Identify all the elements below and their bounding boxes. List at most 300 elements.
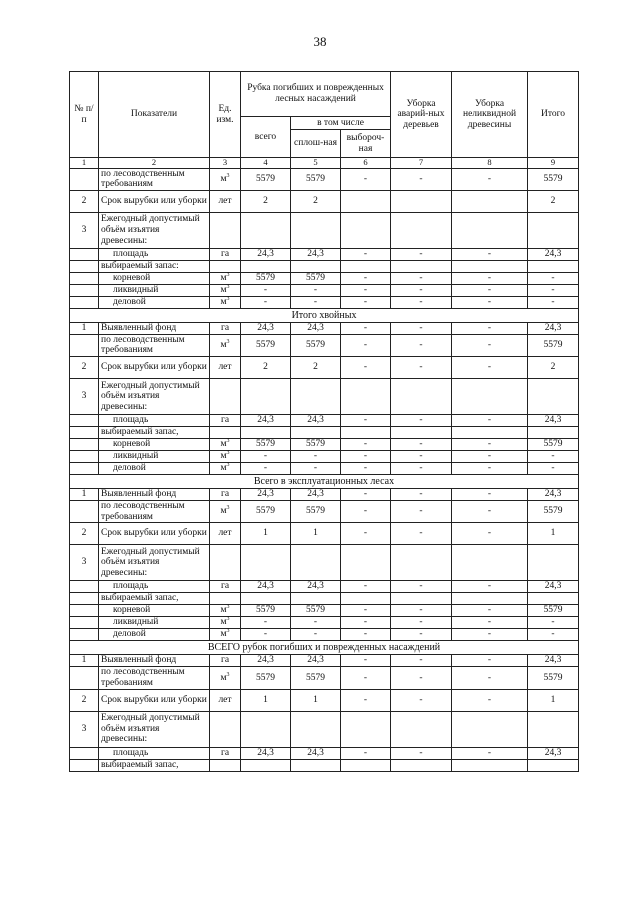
column-number: 2: [99, 158, 210, 169]
table-row: [70, 629, 579, 641]
row-value: -: [241, 629, 291, 641]
row-number: [70, 605, 99, 617]
row-value: 24,3: [241, 415, 291, 427]
row-number: 3: [70, 379, 99, 415]
row-value: 1: [528, 523, 579, 545]
row-unit: га: [210, 489, 241, 501]
row-value: -: [391, 248, 452, 260]
row-value: 24,3: [241, 581, 291, 593]
row-unit: $м^3$: [210, 334, 241, 356]
table-row: [70, 523, 579, 545]
row-value: 24,3: [528, 655, 579, 667]
row-value: -: [391, 605, 452, 617]
row-number: 1: [70, 322, 99, 334]
row-unit: $м^3$: [210, 501, 241, 523]
row-number: [70, 451, 99, 463]
table-row: [70, 667, 579, 689]
row-value: -: [391, 296, 452, 308]
row-label: Срок вырубки или уборки: [99, 689, 210, 711]
row-value: -: [341, 747, 391, 759]
row-unit: [210, 379, 241, 415]
table-row: [70, 260, 579, 272]
row-unit: $м^3$: [210, 605, 241, 617]
row-number: [70, 168, 99, 190]
row-number: 3: [70, 545, 99, 581]
row-value: [452, 190, 528, 212]
row-value: 24,3: [528, 489, 579, 501]
row-value: [241, 711, 291, 747]
row-value: 5579: [291, 272, 341, 284]
table-row: [70, 581, 579, 593]
row-number: [70, 747, 99, 759]
table-row: [70, 759, 579, 771]
row-value: [528, 427, 579, 439]
row-value: [452, 711, 528, 747]
row-label: Ежегодный допустимый объём изъятия древесины:: [99, 379, 210, 415]
row-value: [452, 427, 528, 439]
row-value: -: [391, 617, 452, 629]
row-label: площадь: [99, 581, 210, 593]
row-label: корневой: [99, 439, 210, 451]
row-number: [70, 501, 99, 523]
row-number: [70, 415, 99, 427]
row-value: [291, 212, 341, 248]
row-value: -: [391, 747, 452, 759]
row-value: [528, 379, 579, 415]
row-value: [391, 711, 452, 747]
row-value: -: [341, 523, 391, 545]
row-value: -: [391, 415, 452, 427]
row-number: [70, 260, 99, 272]
row-value: 1: [241, 523, 291, 545]
row-value: 24,3: [291, 489, 341, 501]
row-value: [528, 593, 579, 605]
row-label: ликвидный: [99, 451, 210, 463]
row-label: корневой: [99, 605, 210, 617]
row-value: 24,3: [528, 415, 579, 427]
row-value: 24,3: [291, 248, 341, 260]
row-value: -: [291, 463, 341, 475]
header-clear: сплош-ная: [291, 130, 341, 158]
row-value: [341, 545, 391, 581]
row-unit: [210, 212, 241, 248]
table-row: [70, 655, 579, 667]
row-number: [70, 463, 99, 475]
column-number: 8: [452, 158, 528, 169]
section-title-row: [70, 475, 579, 489]
row-value: [341, 212, 391, 248]
section-title: Всего в эксплуатационных лесах: [70, 475, 579, 489]
column-number: 3: [210, 158, 241, 169]
row-value: -: [452, 463, 528, 475]
row-value: 24,3: [528, 248, 579, 260]
row-value: 5579: [241, 168, 291, 190]
row-value: 2: [291, 190, 341, 212]
row-value: -: [341, 334, 391, 356]
row-value: -: [391, 523, 452, 545]
row-value: [391, 593, 452, 605]
row-value: -: [452, 439, 528, 451]
row-value: -: [528, 629, 579, 641]
row-value: 2: [241, 190, 291, 212]
table-row: [70, 605, 579, 617]
row-unit: $м^3$: [210, 272, 241, 284]
row-value: [241, 759, 291, 771]
row-value: -: [452, 667, 528, 689]
row-value: -: [241, 284, 291, 296]
row-value: -: [341, 284, 391, 296]
column-number: 7: [391, 158, 452, 169]
row-value: 5579: [528, 334, 579, 356]
table-row: [70, 379, 579, 415]
row-value: -: [241, 296, 291, 308]
row-value: [291, 260, 341, 272]
row-value: 2: [528, 190, 579, 212]
row-number: [70, 439, 99, 451]
row-value: -: [391, 629, 452, 641]
row-unit: лет: [210, 689, 241, 711]
table-row: [70, 711, 579, 747]
row-label: деловой: [99, 296, 210, 308]
row-value: -: [341, 463, 391, 475]
row-unit: [210, 427, 241, 439]
row-value: -: [291, 629, 341, 641]
row-unit: га: [210, 655, 241, 667]
header-selective: выбороч-ная: [341, 130, 391, 158]
row-value: [391, 427, 452, 439]
row-number: 1: [70, 489, 99, 501]
row-value: [241, 212, 291, 248]
row-value: 24,3: [241, 322, 291, 334]
row-value: [391, 260, 452, 272]
row-value: -: [452, 747, 528, 759]
row-label: ликвидный: [99, 617, 210, 629]
row-value: 24,3: [528, 747, 579, 759]
row-number: [70, 272, 99, 284]
row-number: [70, 617, 99, 629]
table-row: [70, 489, 579, 501]
row-value: -: [341, 689, 391, 711]
row-unit: [210, 260, 241, 272]
row-value: 24,3: [241, 489, 291, 501]
row-value: -: [452, 501, 528, 523]
column-number: 9: [528, 158, 579, 169]
row-value: -: [452, 168, 528, 190]
header-illiquid: Уборка неликвидной древесины: [452, 72, 528, 158]
row-value: 1: [291, 689, 341, 711]
row-value: 5579: [291, 501, 341, 523]
row-value: -: [391, 168, 452, 190]
row-value: -: [391, 689, 452, 711]
row-number: [70, 334, 99, 356]
row-value: -: [528, 296, 579, 308]
header-unit: Ед. изм.: [210, 72, 241, 158]
table-row: [70, 248, 579, 260]
row-label: по лесоводственным требованиям: [99, 168, 210, 190]
row-value: [241, 427, 291, 439]
row-value: 5579: [291, 667, 341, 689]
row-value: [528, 759, 579, 771]
row-label: по лесоводственным требованиям: [99, 334, 210, 356]
row-value: 24,3: [528, 322, 579, 334]
row-label: Срок вырубки или уборки: [99, 357, 210, 379]
column-number: 6: [341, 158, 391, 169]
row-value: [241, 379, 291, 415]
row-number: [70, 427, 99, 439]
row-value: -: [452, 415, 528, 427]
row-value: [528, 545, 579, 581]
row-value: -: [391, 489, 452, 501]
row-unit: $м^3$: [210, 284, 241, 296]
row-value: -: [291, 296, 341, 308]
row-value: [291, 545, 341, 581]
row-value: -: [341, 501, 391, 523]
row-value: 5579: [241, 605, 291, 617]
row-unit: $м^3$: [210, 463, 241, 475]
row-value: [341, 427, 391, 439]
row-value: -: [452, 248, 528, 260]
table-row: [70, 451, 579, 463]
row-label: Выявленный фонд: [99, 322, 210, 334]
row-unit: $м^3$: [210, 617, 241, 629]
row-value: -: [452, 629, 528, 641]
row-label: выбираемый запас,: [99, 427, 210, 439]
row-value: -: [291, 284, 341, 296]
row-value: -: [391, 272, 452, 284]
row-value: -: [341, 605, 391, 617]
row-value: [528, 212, 579, 248]
row-value: 5579: [528, 605, 579, 617]
row-value: -: [528, 272, 579, 284]
row-value: -: [341, 322, 391, 334]
row-value: -: [341, 415, 391, 427]
row-value: [291, 379, 341, 415]
row-value: -: [341, 617, 391, 629]
row-value: 5579: [241, 667, 291, 689]
header-total-felling: всего: [241, 117, 291, 158]
row-value: -: [452, 689, 528, 711]
row-value: -: [391, 357, 452, 379]
header-indicator: Показатели: [99, 72, 210, 158]
row-value: -: [341, 667, 391, 689]
row-number: [70, 284, 99, 296]
row-label: по лесоводственным требованиям: [99, 501, 210, 523]
row-unit: га: [210, 747, 241, 759]
row-value: -: [391, 451, 452, 463]
row-label: выбираемый запас,: [99, 593, 210, 605]
row-value: -: [452, 296, 528, 308]
row-unit: $м^3$: [210, 296, 241, 308]
section-title-row: [70, 308, 579, 322]
section-title: Итого хвойных: [70, 308, 579, 322]
row-value: [452, 260, 528, 272]
row-value: -: [452, 605, 528, 617]
row-number: 2: [70, 523, 99, 545]
row-value: [391, 212, 452, 248]
row-value: -: [528, 451, 579, 463]
row-value: [341, 759, 391, 771]
table-row: [70, 190, 579, 212]
row-unit: $м^3$: [210, 439, 241, 451]
row-value: 2: [291, 357, 341, 379]
row-unit: га: [210, 415, 241, 427]
row-value: [291, 711, 341, 747]
row-value: -: [341, 629, 391, 641]
section-title: ВСЕГО рубок погибших и поврежденных насаждений: [70, 641, 579, 655]
table-row: [70, 593, 579, 605]
row-value: [391, 545, 452, 581]
row-value: [452, 593, 528, 605]
row-value: -: [291, 451, 341, 463]
row-unit: лет: [210, 357, 241, 379]
row-value: -: [528, 463, 579, 475]
row-label: площадь: [99, 248, 210, 260]
row-value: -: [391, 655, 452, 667]
row-value: 1: [528, 689, 579, 711]
header-num: № п/п: [70, 72, 99, 158]
row-value: 5579: [291, 439, 341, 451]
row-label: Срок вырубки или уборки: [99, 190, 210, 212]
table-row: [70, 439, 579, 451]
page-number: 38: [313, 34, 327, 49]
row-value: -: [341, 489, 391, 501]
row-value: 5579: [291, 334, 341, 356]
row-value: -: [391, 334, 452, 356]
table-row: [70, 747, 579, 759]
table-row: [70, 296, 579, 308]
row-value: -: [241, 463, 291, 475]
column-number: 4: [241, 158, 291, 169]
row-value: -: [452, 334, 528, 356]
row-number: 3: [70, 212, 99, 248]
row-value: -: [452, 655, 528, 667]
row-value: [528, 260, 579, 272]
row-unit: га: [210, 248, 241, 260]
row-number: 2: [70, 357, 99, 379]
row-label: ликвидный: [99, 284, 210, 296]
row-number: 2: [70, 689, 99, 711]
row-value: -: [341, 272, 391, 284]
row-value: 24,3: [528, 581, 579, 593]
row-unit: га: [210, 322, 241, 334]
column-number: 5: [291, 158, 341, 169]
row-value: -: [341, 439, 391, 451]
row-unit: $м^3$: [210, 667, 241, 689]
row-label: Выявленный фонд: [99, 655, 210, 667]
row-value: -: [391, 501, 452, 523]
row-number: [70, 248, 99, 260]
row-value: 2: [241, 357, 291, 379]
row-value: -: [341, 168, 391, 190]
table-row: [70, 463, 579, 475]
row-number: 1: [70, 655, 99, 667]
row-value: -: [528, 617, 579, 629]
row-value: 24,3: [291, 581, 341, 593]
row-number: [70, 667, 99, 689]
row-value: [341, 711, 391, 747]
row-value: 2: [528, 357, 579, 379]
row-number: [70, 593, 99, 605]
table-row: [70, 168, 579, 190]
row-value: [391, 190, 452, 212]
row-number: [70, 296, 99, 308]
row-value: [528, 711, 579, 747]
row-number: 3: [70, 711, 99, 747]
row-value: [291, 759, 341, 771]
row-value: -: [341, 296, 391, 308]
row-value: 5579: [291, 605, 341, 617]
row-label: площадь: [99, 415, 210, 427]
row-value: 24,3: [241, 747, 291, 759]
table-row: [70, 501, 579, 523]
row-unit: $м^3$: [210, 629, 241, 641]
row-value: -: [341, 581, 391, 593]
row-label: выбираемый запас:: [99, 260, 210, 272]
row-unit: [210, 759, 241, 771]
row-value: [391, 379, 452, 415]
row-value: -: [391, 463, 452, 475]
row-label: корневой: [99, 272, 210, 284]
row-value: 5579: [528, 439, 579, 451]
row-label: Выявленный фонд: [99, 489, 210, 501]
table-row: [70, 212, 579, 248]
row-value: [341, 260, 391, 272]
row-value: -: [452, 322, 528, 334]
row-value: -: [452, 451, 528, 463]
row-value: 24,3: [241, 655, 291, 667]
row-number: [70, 629, 99, 641]
header-itogo: Итого: [528, 72, 579, 158]
row-value: [452, 379, 528, 415]
column-numbers-row: [70, 158, 579, 169]
header-emergency: Уборка аварий-ных деревьев: [391, 72, 452, 158]
table-row: [70, 322, 579, 334]
column-number: 1: [70, 158, 99, 169]
row-value: 1: [291, 523, 341, 545]
row-value: -: [452, 617, 528, 629]
table-row: [70, 284, 579, 296]
section-title-row: [70, 641, 579, 655]
header-including: в том числе: [291, 117, 391, 130]
row-value: -: [452, 581, 528, 593]
row-value: -: [391, 322, 452, 334]
row-value: 1: [241, 689, 291, 711]
row-value: [341, 593, 391, 605]
row-value: [341, 379, 391, 415]
row-value: -: [452, 489, 528, 501]
row-value: 24,3: [241, 248, 291, 260]
row-value: 24,3: [291, 655, 341, 667]
row-value: 5579: [241, 501, 291, 523]
forest-table: [69, 71, 579, 772]
row-label: Ежегодный допустимый объём изъятия древесины:: [99, 212, 210, 248]
row-value: [241, 260, 291, 272]
row-number: 2: [70, 190, 99, 212]
row-value: -: [341, 451, 391, 463]
row-number: [70, 581, 99, 593]
row-value: [452, 212, 528, 248]
row-value: -: [452, 272, 528, 284]
table-row: [70, 427, 579, 439]
row-value: [291, 427, 341, 439]
row-label: Ежегодный допустимый объём изъятия древесины:: [99, 711, 210, 747]
row-value: -: [241, 617, 291, 629]
row-value: 5579: [241, 439, 291, 451]
row-unit: [210, 711, 241, 747]
row-unit: $м^3$: [210, 451, 241, 463]
table-row: [70, 272, 579, 284]
row-label: Ежегодный допустимый объём изъятия древесины:: [99, 545, 210, 581]
